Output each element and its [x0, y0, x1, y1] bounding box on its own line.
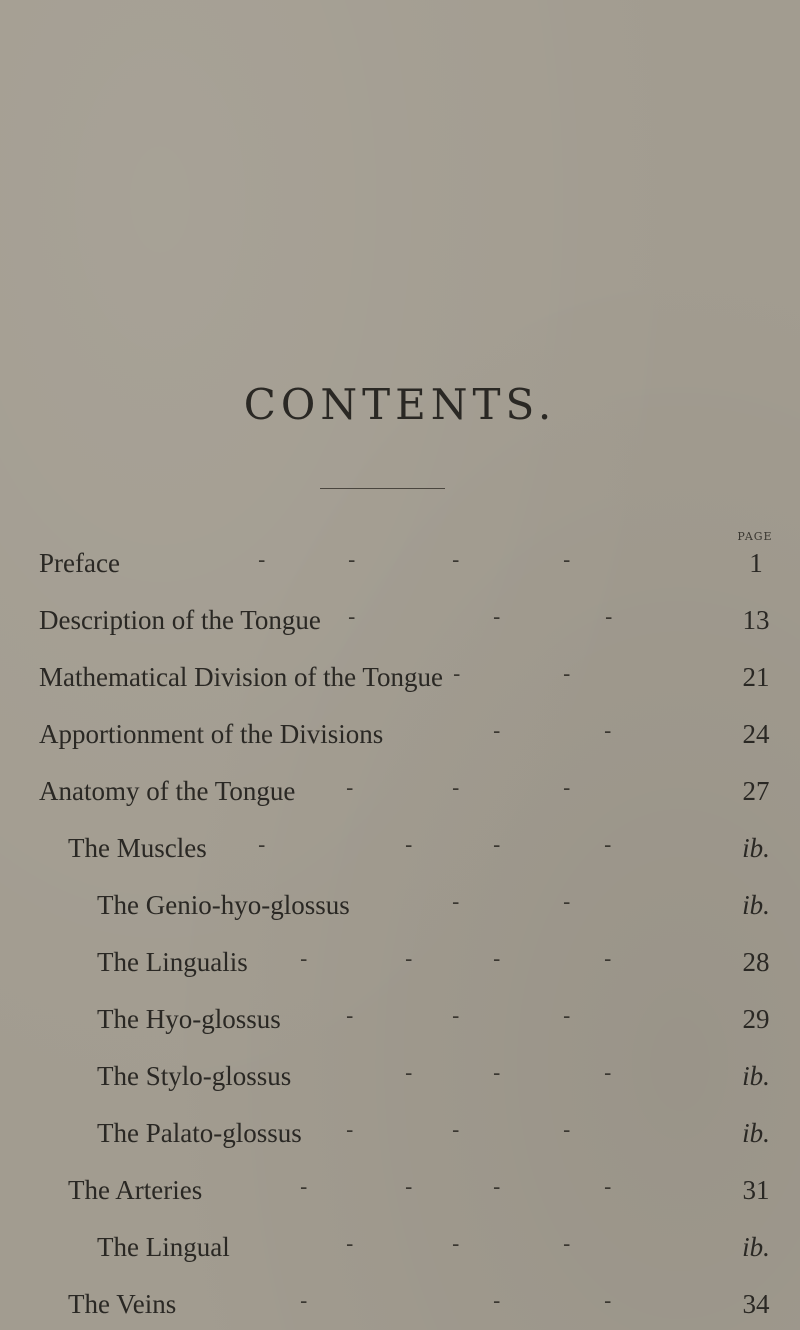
toc-entry-label: Mathematical Division of the Tongue — [39, 662, 444, 692]
leader-dash: - — [493, 833, 501, 858]
toc-entry-page: 27 — [742, 776, 770, 806]
toc-entry-genio-hyo-glossus[interactable] — [0, 890, 800, 930]
leader-dash: - — [493, 1289, 501, 1314]
contents-title: CONTENTS. — [243, 380, 557, 429]
leader-dash: - — [563, 776, 571, 801]
toc-entry-page: ib. — [742, 1061, 770, 1091]
toc-entry-page: 34 — [742, 1289, 770, 1319]
toc-entry-arteries[interactable] — [0, 1175, 800, 1215]
toc-entry-apportionment[interactable] — [0, 719, 800, 759]
toc-entry-page: 1 — [749, 548, 763, 578]
leader-dash: - — [346, 776, 354, 801]
leader-dash: - — [563, 548, 571, 573]
toc-entry-label: The Hyo-glossus — [97, 1004, 281, 1034]
leader-dash: - — [453, 662, 461, 687]
toc-entry-label: Anatomy of the Tongue — [39, 776, 296, 806]
leader-dash: - — [563, 890, 571, 915]
leader-dash: - — [452, 890, 460, 915]
toc-entry-label: Preface — [39, 548, 120, 578]
leader-dash: - — [604, 947, 612, 972]
toc-entry-preface[interactable] — [0, 548, 800, 588]
leader-dash: - — [493, 605, 501, 630]
leader-dash: - — [258, 548, 266, 573]
leader-dash: - — [493, 947, 501, 972]
leader-dash: - — [563, 1118, 571, 1143]
leader-dash: - — [405, 1061, 413, 1086]
leader-dash: - — [604, 1061, 612, 1086]
leader-dash: - — [405, 1175, 413, 1200]
toc-entry-page: 21 — [742, 662, 770, 692]
leader-dash: - — [605, 605, 613, 630]
leader-dash: - — [258, 833, 266, 858]
toc-entry-label: Apportionment of the Divisions — [39, 719, 384, 749]
toc-entry-anatomy[interactable] — [0, 776, 800, 816]
toc-entry-label: The Veins — [68, 1289, 177, 1319]
toc-entry-label: The Stylo-glossus — [97, 1061, 292, 1091]
toc-entry-page: 24 — [742, 719, 770, 749]
leader-dash: - — [493, 1061, 501, 1086]
toc-entry-page: 29 — [742, 1004, 770, 1034]
toc-entry-lingual[interactable] — [0, 1232, 800, 1272]
leader-dash: - — [300, 1175, 308, 1200]
leader-dash: - — [346, 1004, 354, 1029]
toc-entry-veins[interactable] — [0, 1289, 800, 1329]
leader-dash: - — [300, 947, 308, 972]
leader-dash: - — [493, 1175, 501, 1200]
toc-entry-label: The Palato-glossus — [97, 1118, 302, 1148]
leader-dash: - — [346, 1118, 354, 1143]
toc-entry-palato-glossus[interactable] — [0, 1118, 800, 1158]
toc-entry-page: 13 — [742, 605, 770, 635]
leader-dash: - — [493, 719, 501, 744]
toc-entry-label: The Muscles — [68, 833, 207, 863]
toc-entry-label: The Arteries — [68, 1175, 203, 1205]
leader-dash: - — [452, 548, 460, 573]
leader-dash: - — [604, 1175, 612, 1200]
leader-dash: - — [452, 1232, 460, 1257]
toc-entry-page: ib. — [742, 1232, 770, 1262]
page-column-heading: PAGE — [737, 530, 773, 543]
toc-entry-page: ib. — [742, 1118, 770, 1148]
leader-dash: - — [563, 1232, 571, 1257]
toc-entry-page: ib. — [742, 890, 770, 920]
leader-dash: - — [604, 719, 612, 744]
toc-entry-label: Description of the Tongue — [39, 605, 321, 635]
toc-entry-label: The Lingualis — [97, 947, 248, 977]
leader-dash: - — [563, 662, 571, 687]
toc-entry-page: 28 — [742, 947, 770, 977]
toc-entry-page: 31 — [742, 1175, 770, 1205]
leader-dash: - — [348, 548, 356, 573]
leader-dash: - — [563, 1004, 571, 1029]
toc-entry-label: The Genio-hyo-glossus — [97, 890, 350, 920]
leader-dash: - — [405, 947, 413, 972]
leader-dash: - — [452, 1004, 460, 1029]
toc-entry-lingualis[interactable] — [0, 947, 800, 987]
toc-entry-hyo-glossus[interactable] — [0, 1004, 800, 1044]
toc-entry-muscles[interactable] — [0, 833, 800, 873]
toc-entry-description[interactable] — [0, 605, 800, 645]
leader-dash: - — [405, 833, 413, 858]
leader-dash: - — [452, 1118, 460, 1143]
leader-dash: - — [346, 1232, 354, 1257]
leader-dash: - — [604, 1289, 612, 1314]
leader-dash: - — [452, 776, 460, 801]
leader-dash: - — [348, 605, 356, 630]
toc-entry-label: The Lingual — [97, 1232, 230, 1262]
leader-dash: - — [604, 833, 612, 858]
toc-entry-mathematical-division[interactable] — [0, 662, 800, 702]
toc-entry-page: ib. — [742, 833, 770, 863]
toc-entry-stylo-glossus[interactable] — [0, 1061, 800, 1101]
leader-dash: - — [300, 1289, 308, 1314]
